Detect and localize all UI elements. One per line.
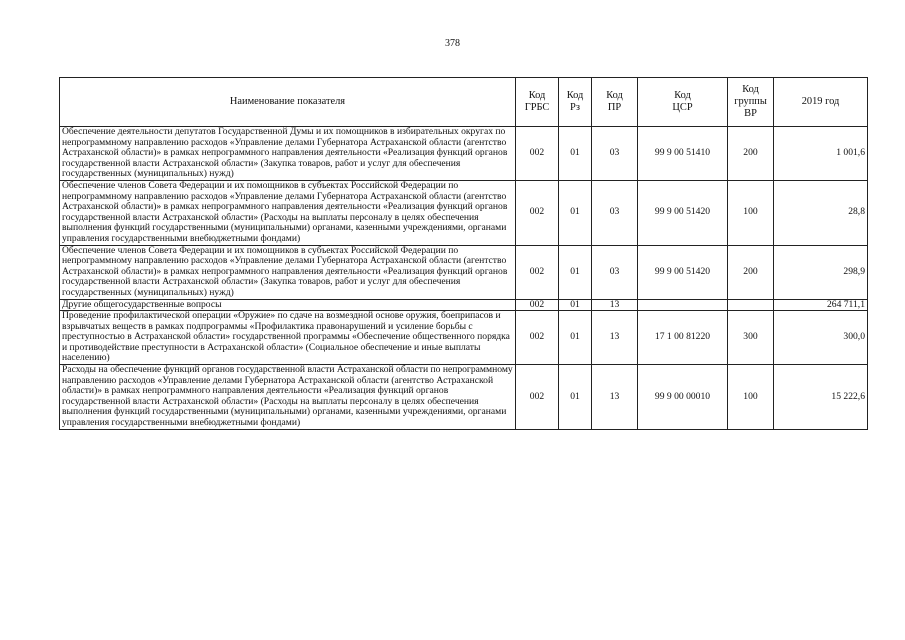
row-csr: 17 1 00 81220 bbox=[638, 311, 728, 365]
row-vr: 100 bbox=[728, 365, 774, 430]
table-header-row bbox=[60, 78, 868, 127]
row-rz: 01 bbox=[559, 245, 592, 299]
row-rz: 01 bbox=[559, 311, 592, 365]
header-year: 2019 год bbox=[774, 78, 868, 127]
row-rz: 01 bbox=[559, 127, 592, 181]
row-pr: 13 bbox=[592, 311, 638, 365]
row-csr bbox=[638, 299, 728, 311]
budget-table bbox=[59, 77, 868, 430]
row-name: Другие общегосударственные вопросы bbox=[60, 299, 516, 311]
row-vr: 200 bbox=[728, 245, 774, 299]
row-csr: 99 9 00 51420 bbox=[638, 180, 728, 245]
row-name: Расходы на обеспечение функций органов государственной власти Астраханской области по непрограммному направлению расходов «Управление делами Губернатора Астраханской области (агентство Астраханской области)» в рамках непрограммного направления деятельности «Реализация функций органов государственной власти Астраханской области» (Расходы на выплаты персоналу в целях обеспечения выполнения функций государственными (муниципальными) органами, казенными учреждениями, органами управления государственными внебюджетными фондами) bbox=[60, 365, 516, 430]
row-grbs: 002 bbox=[516, 245, 559, 299]
header-grbs: Код ГРБС bbox=[516, 78, 559, 127]
row-amount: 15 222,6 bbox=[774, 365, 868, 430]
row-grbs: 002 bbox=[516, 180, 559, 245]
header-rz: Код Рз bbox=[559, 78, 592, 127]
header-vr: Код группы ВР bbox=[728, 78, 774, 127]
header-pr: Код ПР bbox=[592, 78, 638, 127]
row-csr: 99 9 00 51410 bbox=[638, 127, 728, 181]
row-vr bbox=[728, 299, 774, 311]
row-csr: 99 9 00 51420 bbox=[638, 245, 728, 299]
table-row bbox=[60, 245, 868, 299]
row-amount: 28,8 bbox=[774, 180, 868, 245]
row-pr: 03 bbox=[592, 245, 638, 299]
row-pr: 03 bbox=[592, 180, 638, 245]
row-amount: 1 001,6 bbox=[774, 127, 868, 181]
page-number: 378 bbox=[445, 38, 460, 49]
row-grbs: 002 bbox=[516, 299, 559, 311]
table-row bbox=[60, 299, 868, 311]
row-grbs: 002 bbox=[516, 365, 559, 430]
row-pr: 13 bbox=[592, 365, 638, 430]
header-name: Наименование показателя bbox=[60, 78, 516, 127]
row-pr: 03 bbox=[592, 127, 638, 181]
row-grbs: 002 bbox=[516, 127, 559, 181]
row-pr: 13 bbox=[592, 299, 638, 311]
table-row bbox=[60, 311, 868, 365]
row-name: Обеспечение деятельности депутатов Государственной Думы и их помощников в избирательных округах по непрограммному направлению расходов «Управление делами Губернатора Астраханской области (агентство Астраханской области)» в рамках непрограммного направления деятельности «Реализация функций органов государственной власти Астраханской области» (Закупка товаров, работ и услуг для обеспечения государственных (муниципальных) нужд) bbox=[60, 127, 516, 181]
row-amount: 264 711,1 bbox=[774, 299, 868, 311]
row-grbs: 002 bbox=[516, 311, 559, 365]
row-rz: 01 bbox=[559, 365, 592, 430]
row-name: Проведение профилактической операции «Оружие» по сдаче на возмездной основе оружия, боеприпасов и взрывчатых веществ в рамках подпрограммы «Профилактика правонарушений и усиление борьбы с преступностью в Астраханской области» государственной программы «Обеспечение общественного порядка и противодействие преступности в Астраханской области» (Социальное обеспечение и иные выплаты населению) bbox=[60, 311, 516, 365]
row-rz: 01 bbox=[559, 299, 592, 311]
row-name: Обеспечение членов Совета Федерации и их помощников в субъектах Российской Федерации по непрограммному направлению расходов «Управление делами Губернатора Астраханской области (агентство Астраханской области)» в рамках непрограммного направления деятельности «Реализация функций органов государственной власти Астраханской области» (Расходы на выплаты персоналу в целях обеспечения выполнения функций государственными (муниципальными) органами, казенными учреждениями, органами управления государственными внебюджетными фондами) bbox=[60, 180, 516, 245]
row-vr: 200 bbox=[728, 127, 774, 181]
row-vr: 100 bbox=[728, 180, 774, 245]
row-amount: 298,9 bbox=[774, 245, 868, 299]
table-row bbox=[60, 127, 868, 181]
table-row bbox=[60, 180, 868, 245]
row-vr: 300 bbox=[728, 311, 774, 365]
row-csr: 99 9 00 00010 bbox=[638, 365, 728, 430]
row-amount: 300,0 bbox=[774, 311, 868, 365]
row-name: Обеспечение членов Совета Федерации и их помощников в субъектах Российской Федерации по непрограммному направлению расходов «Управление делами Губернатора Астраханской области (агентство Астраханской области)» в рамках непрограммного направления деятельности «Реализация функций органов государственной власти Астраханской области» (Закупка товаров, работ и услуг для обеспечения государственных (муниципальных) нужд) bbox=[60, 245, 516, 299]
header-csr: Код ЦСР bbox=[638, 78, 728, 127]
row-rz: 01 bbox=[559, 180, 592, 245]
table-row bbox=[60, 365, 868, 430]
